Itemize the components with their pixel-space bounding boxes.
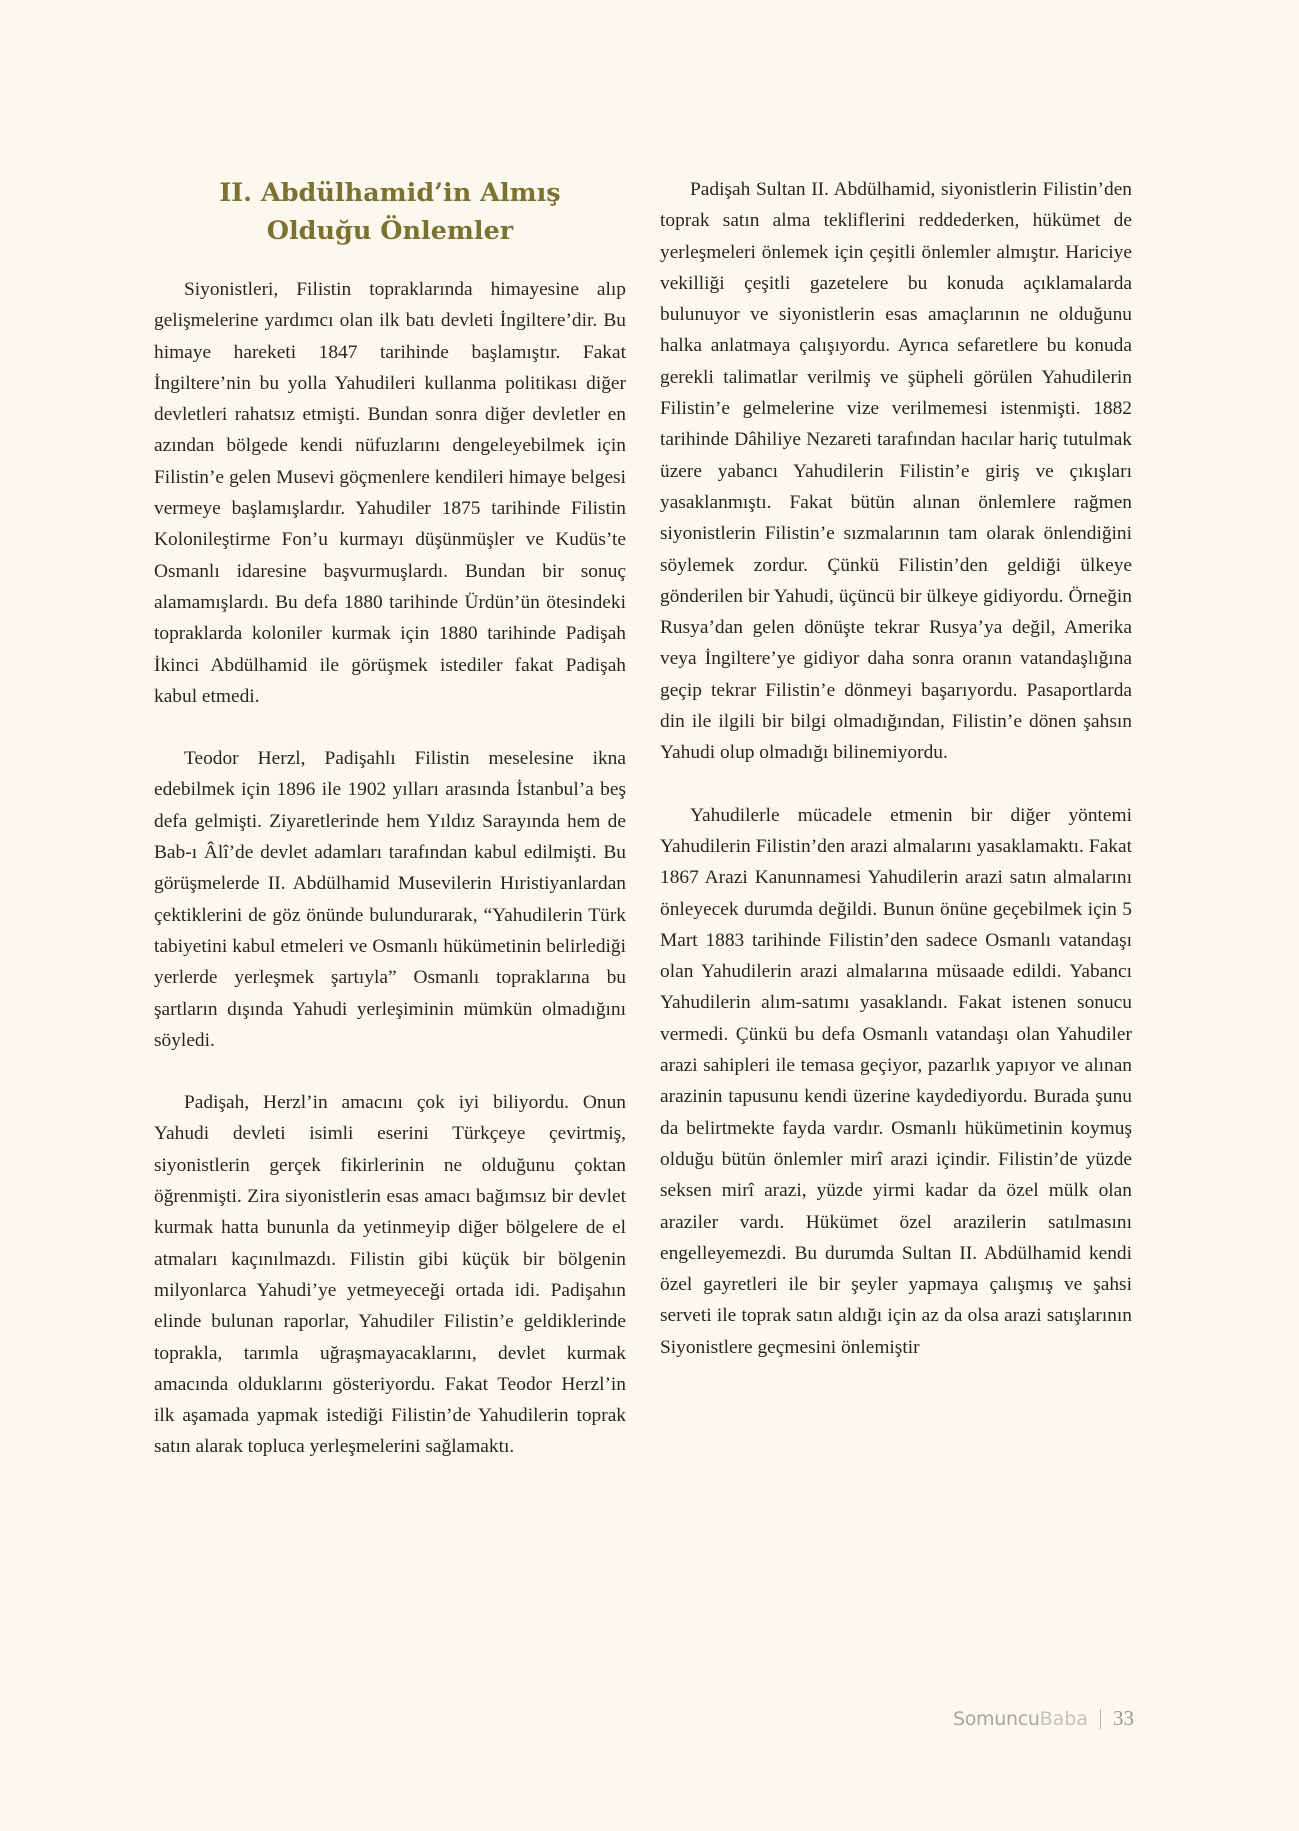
page-footer	[953, 1706, 1134, 1731]
section-title	[154, 174, 626, 250]
right-column	[660, 174, 1132, 1394]
title-line-1: II. Abdülhamid’in Almış	[219, 178, 561, 208]
paragraph: Padişah, Herzl’in amacını çok iyi biliyordu. Onun Yahudi devleti isimli eserini Türkçeye çevirtmiş, siyonistlerin gerçek fikirlerinin ne olduğunu çoktan öğrenmişti. Zira siyonistlerin esas amacı bağımsız bir devlet kurmak hatta bununla da yetinmeyip diğer bölgelere de el atmaları kaçınılmazdı. Filistin gibi küçük bir bölgenin milyonlarca Yahudi’ye yetmeyeceği ortada idi. Padişahın elinde bulunan raporlar, Yahudiler Filistin’e geldiklerinde toprakla, tarımla uğraşmayacaklarını, devlet kurmak amacında olduklarını gösteriyordu. Fakat Teodor Herzl’in ilk aşamada yapmak istediği Filistin’de Yahudilerin toprak satın alarak topluca yerleşmelerini sağlamaktı.	[154, 1092, 626, 1458]
paragraph: Teodor Herzl, Padişahlı Filistin meselesine ikna edebilmek için 1896 ile 1902 yılları arasında İstanbul’a beş defa gelmişti. Ziyaretlerinde hem Yıldız Sarayında hem de Bab-ı Âlî’de devlet adamları tarafından kabul edilmişti. Bu görüşmelerde II. Abdülhamid Musevilerin Hıristiyanlardan çektiklerini de göz önünde bulundurarak, “Yahudilerin Türk tabiyetini kabul etmeleri ve Osmanlı hükümetinin belirlediği yerlerde yerleşmek şartıyla” Osmanlı topraklarına bu şartların dışında Yahudi yerleşiminin mümkün olmadığını söyledi.	[154, 748, 626, 1051]
brand-name-part2: Baba	[1039, 1707, 1088, 1730]
footer-divider	[1100, 1709, 1101, 1729]
magazine-brand	[953, 1708, 1088, 1730]
page-number: 33	[1113, 1706, 1134, 1730]
left-column	[154, 174, 626, 1494]
title-line-2: Olduğu Önlemler	[266, 216, 514, 246]
paragraph: Yahudilerle mücadele etmenin bir diğer yöntemi Yahudilerin Filistin’den arazi almalarını yasaklamaktı. Fakat 1867 Arazi Kanunnamesi Yahudilerin arazi satın almalarını önleyecek durumda değildi. Bunun önüne geçebilmek için 5 Mart 1883 tarihinde Filistin’den sadece Osmanlı vatandaşı olan Yahudilerin arazi almalarına müsaade edildi. Yabancı Yahudilerin alım-satımı yasaklandı. Fakat istenen sonucu vermedi. Çünkü bu defa Osmanlı vatandaşı olan Yahudiler arazi sahipleri ile temasa geçiyor, pazarlık yapıyor ve alınan arazinin tapusunu kendi üzerine kaydediyordu. Burada şunu da belirtmekte fayda vardır. Osmanlı hükümetinin koymuş olduğu bütün önlemler mirî arazi içindir. Filistin’de yüzde seksen mirî arazi, yüzde yirmi kadar da özel mülk olan araziler vardı. Hükümet özel arazilerin satılmasını engelleyemezdi. Bu durumda Sultan II. Abdülhamid kendi özel gayretleri ile bir şeyler yapmaya çalışmış ve şahsi serveti ile toprak satın aldığı için az da olsa arazi satışlarının Siyonistlere geçmesini önlemiştir	[660, 804, 1132, 1358]
paragraph: Padişah Sultan II. Abdülhamid, siyonistlerin Filistin’den toprak satın alma tekliflerini reddederken, hükümet de yerleşmeleri önlemek için çeşitli önlemler almıştır. Hariciye vekilliği çeşitli gazetelere bu konuda açıklamalarda bulunuyor ve siyonistlerin esas amaçlarının ne olduğunu halka anlatmaya çalışıyordu. Ayrıca sefaretlere bu konuda gerekli talimatlar verilmiş ve şüpheli görülen Yahudilerin Filistin’e gelmelerine vize verilmemesi istenmişti. 1882 tarihinde Dâhiliye Nezareti tarafından hacılar hariç tutulmak üzere yabancı Yahudilerin Filistin’e giriş ve çıkışları yasaklanmıştı. Fakat bütün alınan önlemlere rağmen siyonistlerin Filistin’e sızmalarının tam olarak önlendiğini söylemek zordur. Çünkü Filistin’den geldiği ülkeye gönderilen bir Yahudi, üçüncü bir ülkeye gidiyordu. Örneğin Rusya’dan gelen dönüşte tekrar Rusya’ya değil, Amerika veya İngiltere’ye gidiyor daha sonra oranın vatandaşlığına geçip tekrar Filistin’e dönmeyi başarıyordu. Pasaportlarda din ile ilgili bir bilgi olmadığından, Filistin’e dönen şahsın Yahudi olup olmadığı bilinemiyordu.	[660, 179, 1132, 764]
brand-name-part1: Somuncu	[952, 1707, 1040, 1730]
paragraph: Siyonistleri, Filistin topraklarında himayesine alıp gelişmelerine yardımcı olan ilk batı devleti İngiltere’dir. Bu himaye hareketi 1847 tarihinde başlamıştır. Fakat İngiltere’nin bu yolla Yahudileri kullanma politikası diğer devletleri rahatsız etmişti. Bundan sonra diğer devletler en azından bölgede kendi nüfuzlarını dengeleyebilmek için Filistin’e gelen Musevi göçmenlere kendileri himaye belgesi vermeye başlamışlardır. Yahudiler 1875 tarihinde Filistin Kolonileştirme Fon’u kurmayı düşünmüşler ve Kudüs’te Osmanlı idaresine başvurmuşlardı. Bundan bir sonuç alamamışlardı. Bu defa 1880 tarihinde Ürdün’ün ötesindeki topraklarda koloniler kurmak için 1880 tarihinde Padişah İkinci Abdülhamid ile görüşmek istediler fakat Padişah kabul etmedi.	[154, 279, 626, 707]
